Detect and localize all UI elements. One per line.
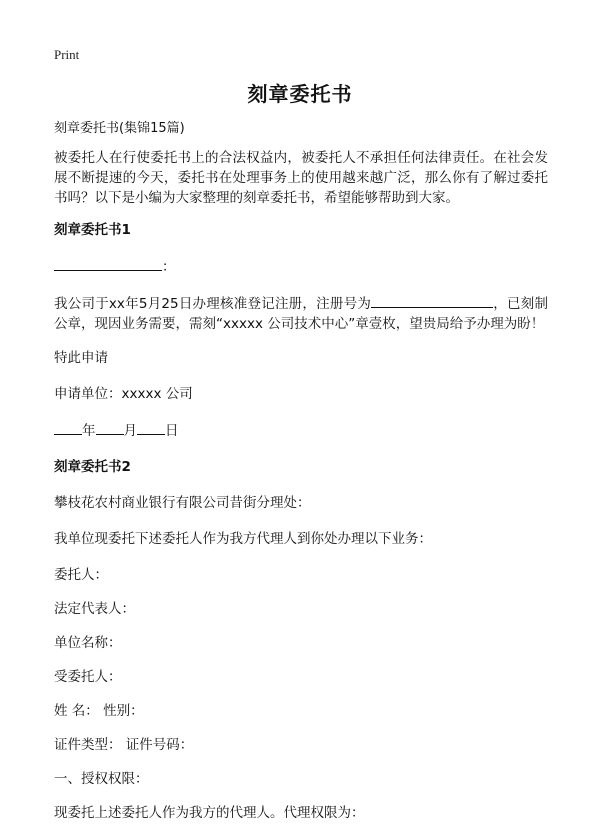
day-blank [137,420,165,435]
section2-statement: 我单位现委托下述委托人作为我方代理人到你处办理以下业务： [54,531,432,547]
document-subtitle: 刻章委托书(集锦15篇) [54,121,185,136]
section1-body-part1: 我公司于xx年5月25日办理核准登记注册，注册号为 [54,296,372,312]
section1-body [54,293,548,334]
field-id-type-number: 证件类型： 证件号码： [54,737,194,753]
field-authorization-statement: 现委托上述委托人作为我方的代理人。代理权限为： [54,805,365,821]
date-month-label: 月 [123,423,137,439]
section1-addressee [54,256,548,277]
registration-number-blank [371,293,493,308]
section1-date [54,420,548,441]
field-name-gender: 姓 名： 性别： [54,703,144,719]
field-trustee: 受委托人： [54,669,122,685]
year-blank [54,420,82,435]
document-body [54,120,548,837]
date-day-label: 日 [165,423,179,439]
field-authorization-scope: 一、授权权限： [54,771,149,787]
field-organization-name: 单位名称： [54,635,122,651]
field-legal-representative: 法定代表人： [54,601,135,617]
section2-addressee: 攀枝花农村商业银行有限公司昔街分理处： [54,495,311,511]
section1-body-part2: ，已刻制公章，现因业务需要，需刻“xxxxx 公司技术中心”章壹枚，望贵局给予办理为盼！ [54,296,549,332]
print-link[interactable]: Print [54,47,80,62]
field-entrusting-party: 委托人： [54,567,108,583]
section1-heading: 刻章委托书1 [54,222,131,238]
addressee-blank [54,256,162,271]
section1-applicant: 申请单位：xxxxx 公司 [54,386,193,402]
section1-closing: 特此申请 [54,350,108,366]
section2-heading: 刻章委托书2 [54,459,131,475]
intro-paragraph: 被委托人在行使委托书上的合法权益内，被委托人不承担任何法律责任。在社会发展不断提速的今天，委托书在处理事务上的使用越来越广泛，那么你有了解过委托书吗？以下是小编为大家整理的刻章委托书，希望能够帮助到大家。 [54,150,548,206]
addressee-suffix: ： [162,259,176,275]
date-year-label: 年 [82,423,96,439]
month-blank [96,420,124,435]
document-title: 刻章委托书 [247,82,353,106]
